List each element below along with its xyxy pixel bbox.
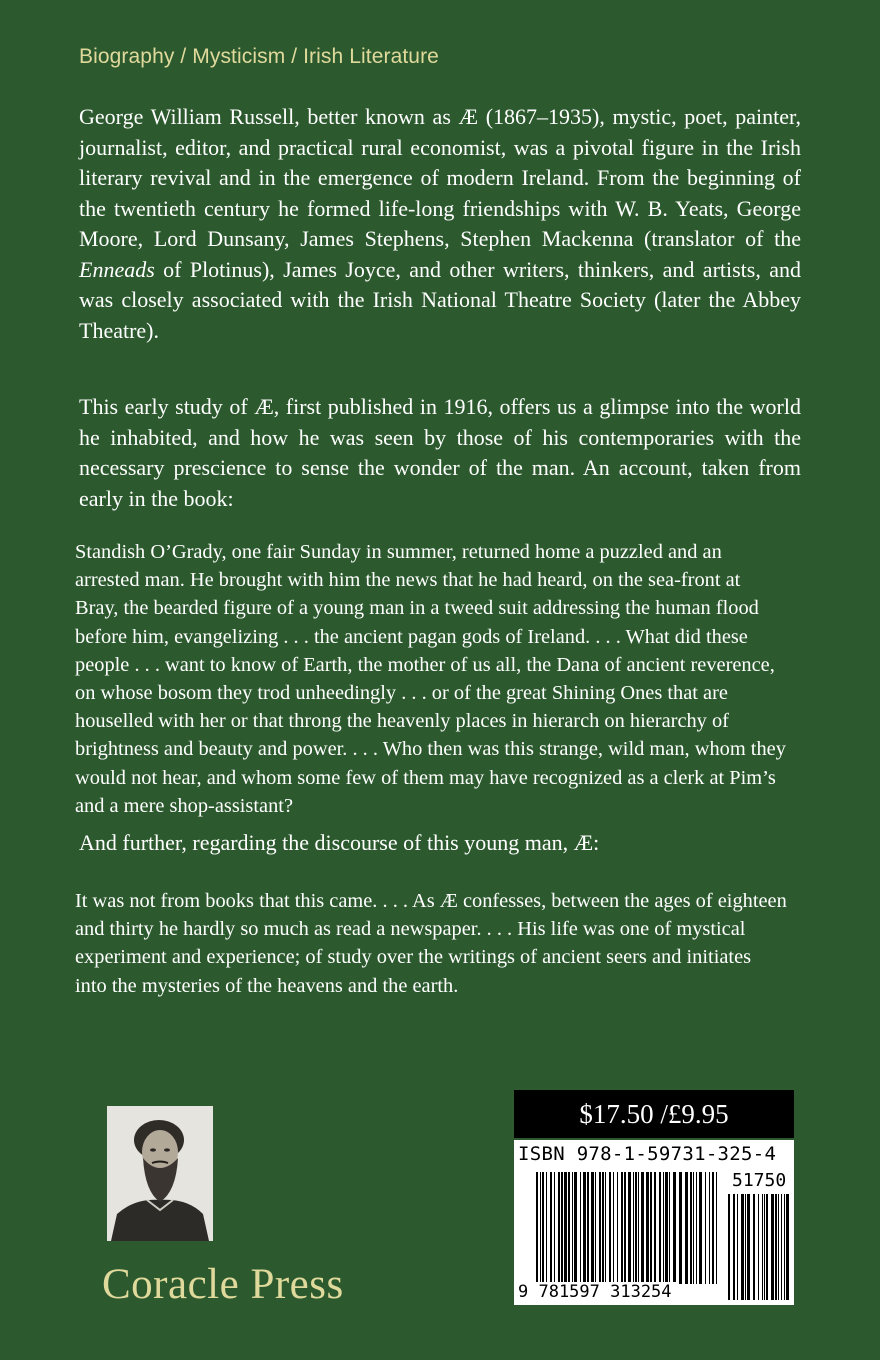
price-label: $17.50 /£9.95: [514, 1090, 794, 1138]
isbn-label: ISBN 978-1-59731-325-4: [518, 1143, 777, 1165]
excerpt-quote-1: Standish O’Grady, one fair Sunday in summer, returned home a puzzled and an arrested man. He brought with him the news that he had heard, on the sea-front at Bray, the bearded figure of a young man in a tweed suit addressing the human flood before him, evangelizing . . . the ancient pagan gods of Ireland. . . . What did these people . . . want to know of Earth, the mother of us all, the Dana of ancient reverence, on whose bosom they trod unheedingly . . . or of the great Shining Ones that are houselled with her or that throng the heavenly places in hierarch on hierarchy of brightness and beauty and power. . . . Who then was this strange, wild man, whom they would not hear, and whom some few of them may have recognized as a clerk at Pim’s and a mere shop-assistant?: [75, 541, 786, 817]
author-portrait: [107, 1106, 213, 1241]
ean-digits: 9 781597 313254: [518, 1282, 678, 1302]
portrait-illustration: [107, 1106, 213, 1241]
excerpt-lead-in: And further, regarding the discourse of this young man, Æ:: [79, 830, 600, 855]
category-label: Biography / Mysticism / Irish Literature: [79, 45, 439, 68]
price-code: 51750: [732, 1170, 787, 1191]
excerpt-quote-2: It was not from books that this came. . . . As Æ confesses, between the ages of eighteen and thirty he hardly so much as read a newspaper. . . . His life was one of mystical experiment and experience; of study over the writings of ancient seers and initiates into the mysteries of the heavens and the earth.: [75, 890, 787, 997]
publisher-name: Coracle Press: [102, 1261, 344, 1308]
description-paragraph-2: This early study of Æ, first published in 1916, offers us a glimpse into the world he inhabited, and how he was seen by those of his contemporaries with the necessary prescience to sense the wonder of the man. An account, taken from early in the book:: [79, 394, 801, 511]
barcode-panel: [514, 1140, 794, 1305]
description-paragraph-1: George William Russell, better known as Æ (1867–1935), mystic, poet, painter, journalist, editor, and practical rural economist, was a pivotal figure in the Irish literary revival and in the emergence of modern Ireland. From the beginning of the twentieth century he formed life-long friendships with W. B. Yeats, George Moore, Lord Dunsany, James Stephens, Stephen Mackenna (translator of the Enneads of Plotinus), James Joyce, and other writers, thinkers, and artists, and was closely associated with the Irish National Theatre Society (later the Abbey Theatre).: [79, 104, 801, 343]
